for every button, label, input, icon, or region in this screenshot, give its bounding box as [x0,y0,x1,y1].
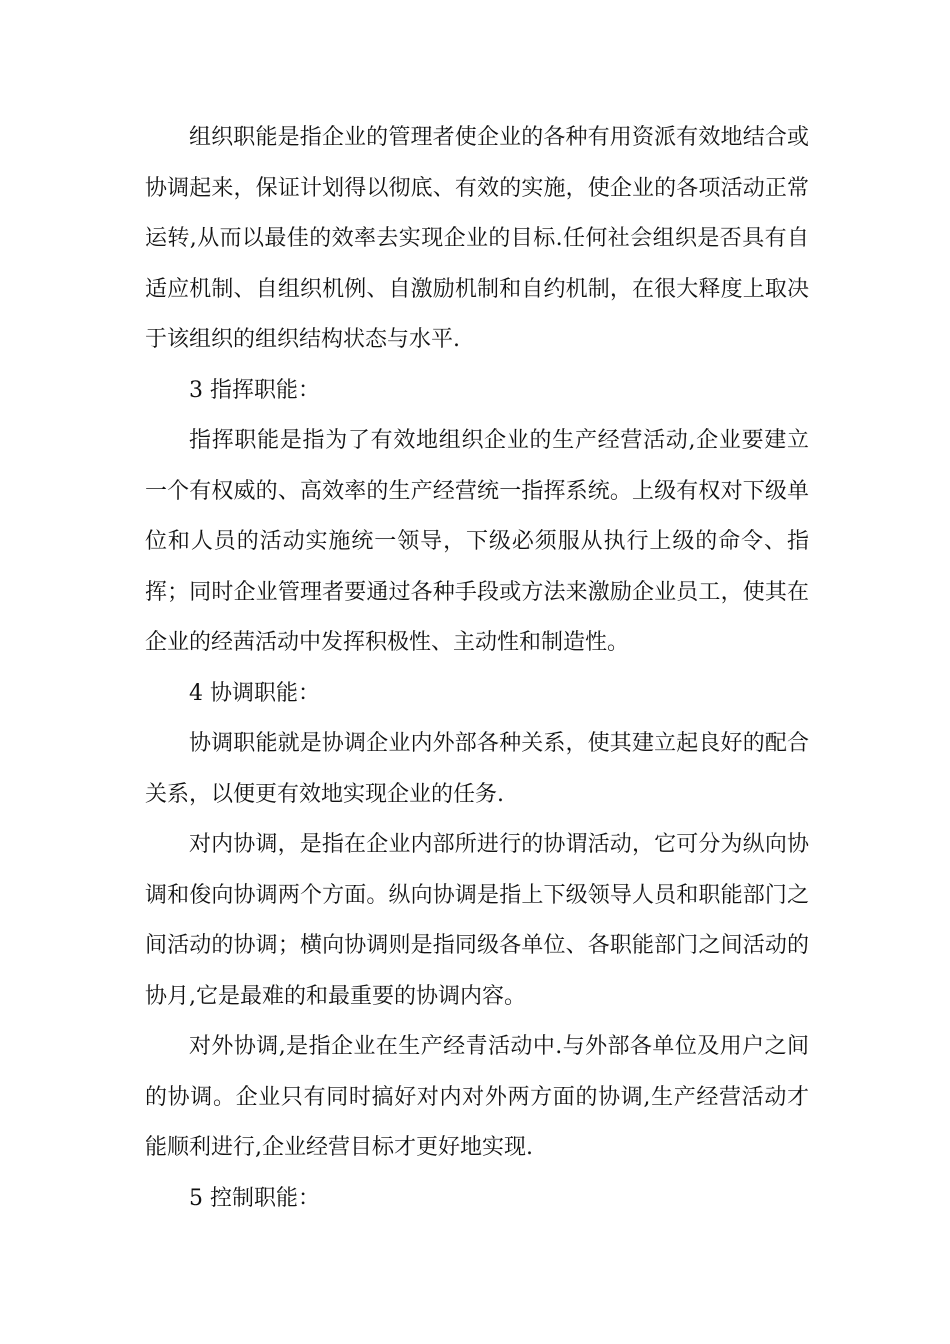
paragraph-directing-function: 指挥职能是指为了有效地组织企业的生产经营活动,企业要建立一个有权威的、高效率的生产经营统一指挥系统。上级有权对下级单位和人员的活动实施统一领导，下级必须服从执行上级的命令、指挥；同时企业管理者要通过各种手段或方法来激励企业员工，使其在企业的经茜活动中发挥积极性、主动性和制造性。 [145,428,809,655]
heading-directing-function: 3 指挥职能： [189,377,320,403]
paragraph-internal-coordination: 对内协调，是指在企业内部所进行的协谓活动，它可分为纵向协调和俊向协调两个方面。纵向协调是指上下级领导人员和职能部门之间活动的协调；横向协调则是指同级各单位、各职能部门之间活动的协月,它是最难的和最重要的协调内容。 [145,832,809,1009]
heading-coordinating-function: 4 协调职能： [189,680,320,706]
paragraph-external-coordination: 对外协调,是指企业在生产经青活动中.与外部各单位及用户之间的协调。企业只有同时搞好对内对外两方面的协调,生产经营活动才能顺利进行,企业经营目标才更好地实现. [145,1034,809,1160]
paragraph-organizing-function: 组织职能是指企业的管理者使企业的各种有用资派有效地结合或协调起来，保证计划得以彻底、有效的实施，使企业的各项活动正常运转,从而以最佳的效率去实现企业的目标.任何社会组织是否具有自适应机制、自组织机例、自激励机制和自约机制，在很大释度上取决于该组织的组织结构状态与水平. [145,125,809,352]
document-body [145,113,809,1224]
paragraph-coordinating-function: 协调职能就是协调企业内外部各种关系，使其建立起良好的配合关系，以便更有效地实现企业的任务. [145,731,809,807]
heading-controlling-function: 5 控制职能： [189,1185,320,1211]
